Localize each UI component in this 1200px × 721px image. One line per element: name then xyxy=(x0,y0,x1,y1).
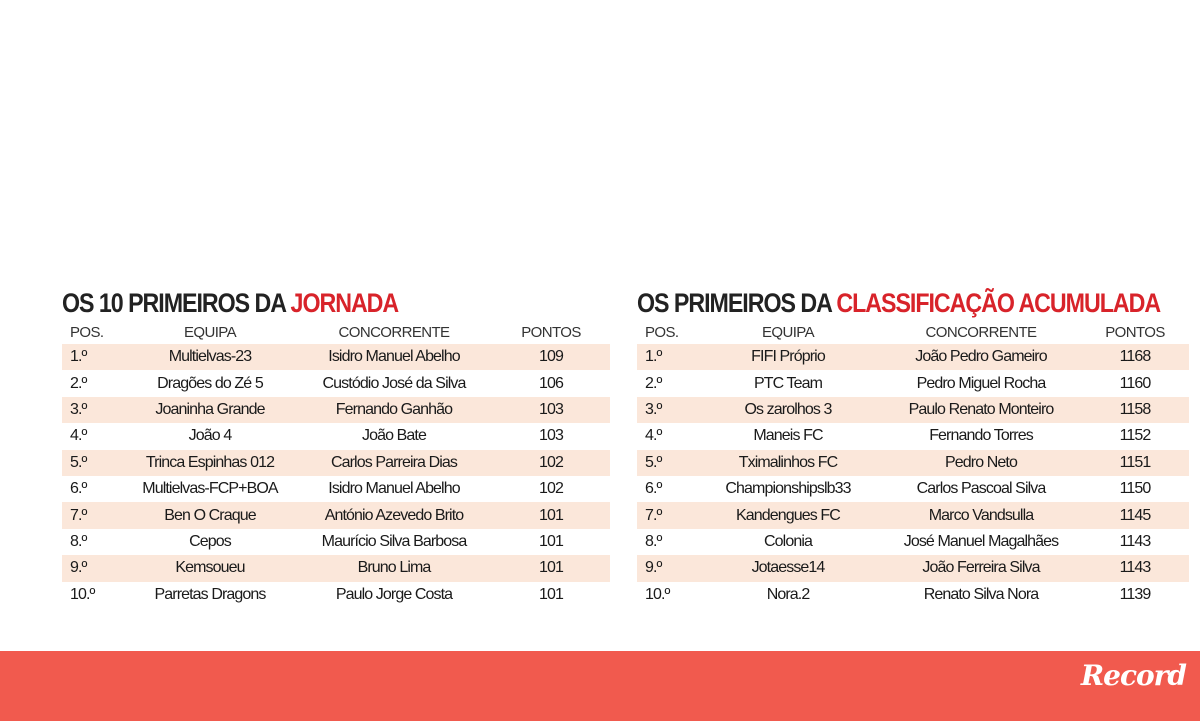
jornada-title-accent: JORNADA xyxy=(290,288,399,318)
player-cell: Isidro Manuel Abelho xyxy=(296,344,492,370)
points-cell: 103 xyxy=(492,423,610,449)
acumulada-panel xyxy=(637,286,1189,608)
jornada-table xyxy=(62,320,610,608)
acumulada-title xyxy=(637,286,1161,320)
team-cell: Joaninha Grande xyxy=(124,397,296,423)
points-cell: 1139 xyxy=(1081,582,1189,608)
table-row xyxy=(62,423,610,449)
player-cell: João Ferreira Silva xyxy=(881,555,1081,581)
player-cell: Paulo Jorge Costa xyxy=(296,582,492,608)
team-cell: Ben O Craque xyxy=(124,502,296,528)
table-header-row xyxy=(62,320,610,344)
player-cell: Fernando Ganhão xyxy=(296,397,492,423)
player-cell: António Azevedo Brito xyxy=(296,502,492,528)
player-cell: Pedro Neto xyxy=(881,450,1081,476)
position-cell: 4.º xyxy=(62,423,124,449)
table-row xyxy=(637,555,1189,581)
table-row xyxy=(62,529,610,555)
footer-bar xyxy=(0,651,1200,721)
jornada-title-prefix: OS 10 PRIMEIROS DA xyxy=(62,288,291,318)
table-row xyxy=(62,502,610,528)
position-cell: 10.º xyxy=(62,582,124,608)
points-cell: 1160 xyxy=(1081,370,1189,396)
points-cell: 103 xyxy=(492,397,610,423)
team-cell: Colonia xyxy=(695,529,881,555)
player-cell: Marco Vandsulla xyxy=(881,502,1081,528)
header-points: PONTOS xyxy=(521,323,581,341)
position-cell: 6.º xyxy=(62,476,124,502)
points-cell: 1158 xyxy=(1081,397,1189,423)
position-cell: 5.º xyxy=(62,450,124,476)
team-cell: Championshipslb33 xyxy=(695,476,881,502)
table-row xyxy=(62,476,610,502)
acumulada-title-prefix: OS PRIMEIROS DA xyxy=(637,288,837,318)
points-cell: 109 xyxy=(492,344,610,370)
position-cell: 6.º xyxy=(637,476,695,502)
header-points: PONTOS xyxy=(1105,323,1165,341)
points-cell: 106 xyxy=(492,370,610,396)
team-cell: PTC Team xyxy=(695,370,881,396)
team-cell: Maneis FC xyxy=(695,423,881,449)
position-cell: 1.º xyxy=(62,344,124,370)
header-pos: POS. xyxy=(70,323,104,341)
points-cell: 1143 xyxy=(1081,555,1189,581)
position-cell: 4.º xyxy=(637,423,695,449)
team-cell: Cepos xyxy=(124,529,296,555)
table-row xyxy=(637,344,1189,370)
table-row xyxy=(637,370,1189,396)
team-cell: Os zarolhos 3 xyxy=(695,397,881,423)
record-logo[interactable]: Record xyxy=(1080,659,1186,692)
team-cell: Tximalinhos FC xyxy=(695,450,881,476)
table-row xyxy=(637,582,1189,608)
position-cell: 7.º xyxy=(62,502,124,528)
table-row xyxy=(62,582,610,608)
table-row xyxy=(62,344,610,370)
table-row xyxy=(637,450,1189,476)
points-cell: 1145 xyxy=(1081,502,1189,528)
player-cell: Carlos Parreira Dias xyxy=(296,450,492,476)
player-cell: Custódio José da Silva xyxy=(296,370,492,396)
player-cell: Bruno Lima xyxy=(296,555,492,581)
acumulada-table xyxy=(637,320,1189,608)
points-cell: 1152 xyxy=(1081,423,1189,449)
position-cell: 5.º xyxy=(637,450,695,476)
position-cell: 1.º xyxy=(637,344,695,370)
team-cell: Multielvas-23 xyxy=(124,344,296,370)
points-cell: 101 xyxy=(492,555,610,581)
table-row xyxy=(62,555,610,581)
points-cell: 1151 xyxy=(1081,450,1189,476)
player-cell: João Bate xyxy=(296,423,492,449)
player-cell: Paulo Renato Monteiro xyxy=(881,397,1081,423)
acumulada-title-accent: CLASSIFICAÇÃO ACUMULADA xyxy=(836,288,1161,318)
table-row xyxy=(637,397,1189,423)
team-cell: FIFI Próprio xyxy=(695,344,881,370)
table-header-row xyxy=(637,320,1189,344)
header-team: EQUIPA xyxy=(762,323,814,341)
jornada-table-body xyxy=(62,344,610,608)
jornada-panel xyxy=(62,286,610,608)
team-cell: Parretas Dragons xyxy=(124,582,296,608)
points-cell: 1143 xyxy=(1081,529,1189,555)
player-cell: Fernando Torres xyxy=(881,423,1081,449)
table-row xyxy=(637,423,1189,449)
points-cell: 102 xyxy=(492,476,610,502)
team-cell: Nora.2 xyxy=(695,582,881,608)
player-cell: José Manuel Magalhães xyxy=(881,529,1081,555)
table-row xyxy=(62,397,610,423)
acumulada-table-body xyxy=(637,344,1189,608)
player-cell: Pedro Miguel Rocha xyxy=(881,370,1081,396)
position-cell: 3.º xyxy=(62,397,124,423)
team-cell: Kandengues FC xyxy=(695,502,881,528)
points-cell: 101 xyxy=(492,582,610,608)
team-cell: Kemsoueu xyxy=(124,555,296,581)
table-row xyxy=(637,529,1189,555)
points-cell: 1168 xyxy=(1081,344,1189,370)
table-row xyxy=(62,370,610,396)
position-cell: 9.º xyxy=(62,555,124,581)
player-cell: João Pedro Gameiro xyxy=(881,344,1081,370)
header-player: CONCORRENTE xyxy=(925,323,1037,341)
position-cell: 10.º xyxy=(637,582,695,608)
position-cell: 7.º xyxy=(637,502,695,528)
player-cell: Carlos Pascoal Silva xyxy=(881,476,1081,502)
team-cell: Jotaesse14 xyxy=(695,555,881,581)
position-cell: 8.º xyxy=(62,529,124,555)
player-cell: Renato Silva Nora xyxy=(881,582,1081,608)
header-player: CONCORRENTE xyxy=(338,323,450,341)
team-cell: Multielvas-FCP+BOA xyxy=(124,476,296,502)
team-cell: João 4 xyxy=(124,423,296,449)
player-cell: Maurício Silva Barbosa xyxy=(296,529,492,555)
points-cell: 102 xyxy=(492,450,610,476)
jornada-title xyxy=(62,286,533,320)
points-cell: 1150 xyxy=(1081,476,1189,502)
player-cell: Isidro Manuel Abelho xyxy=(296,476,492,502)
table-row xyxy=(637,502,1189,528)
team-cell: Trinca Espinhas 012 xyxy=(124,450,296,476)
position-cell: 9.º xyxy=(637,555,695,581)
header-team: EQUIPA xyxy=(184,323,236,341)
position-cell: 2.º xyxy=(637,370,695,396)
team-cell: Dragões do Zé 5 xyxy=(124,370,296,396)
position-cell: 3.º xyxy=(637,397,695,423)
position-cell: 8.º xyxy=(637,529,695,555)
table-row xyxy=(62,450,610,476)
points-cell: 101 xyxy=(492,529,610,555)
position-cell: 2.º xyxy=(62,370,124,396)
header-pos: POS. xyxy=(645,323,679,341)
points-cell: 101 xyxy=(492,502,610,528)
table-row xyxy=(637,476,1189,502)
